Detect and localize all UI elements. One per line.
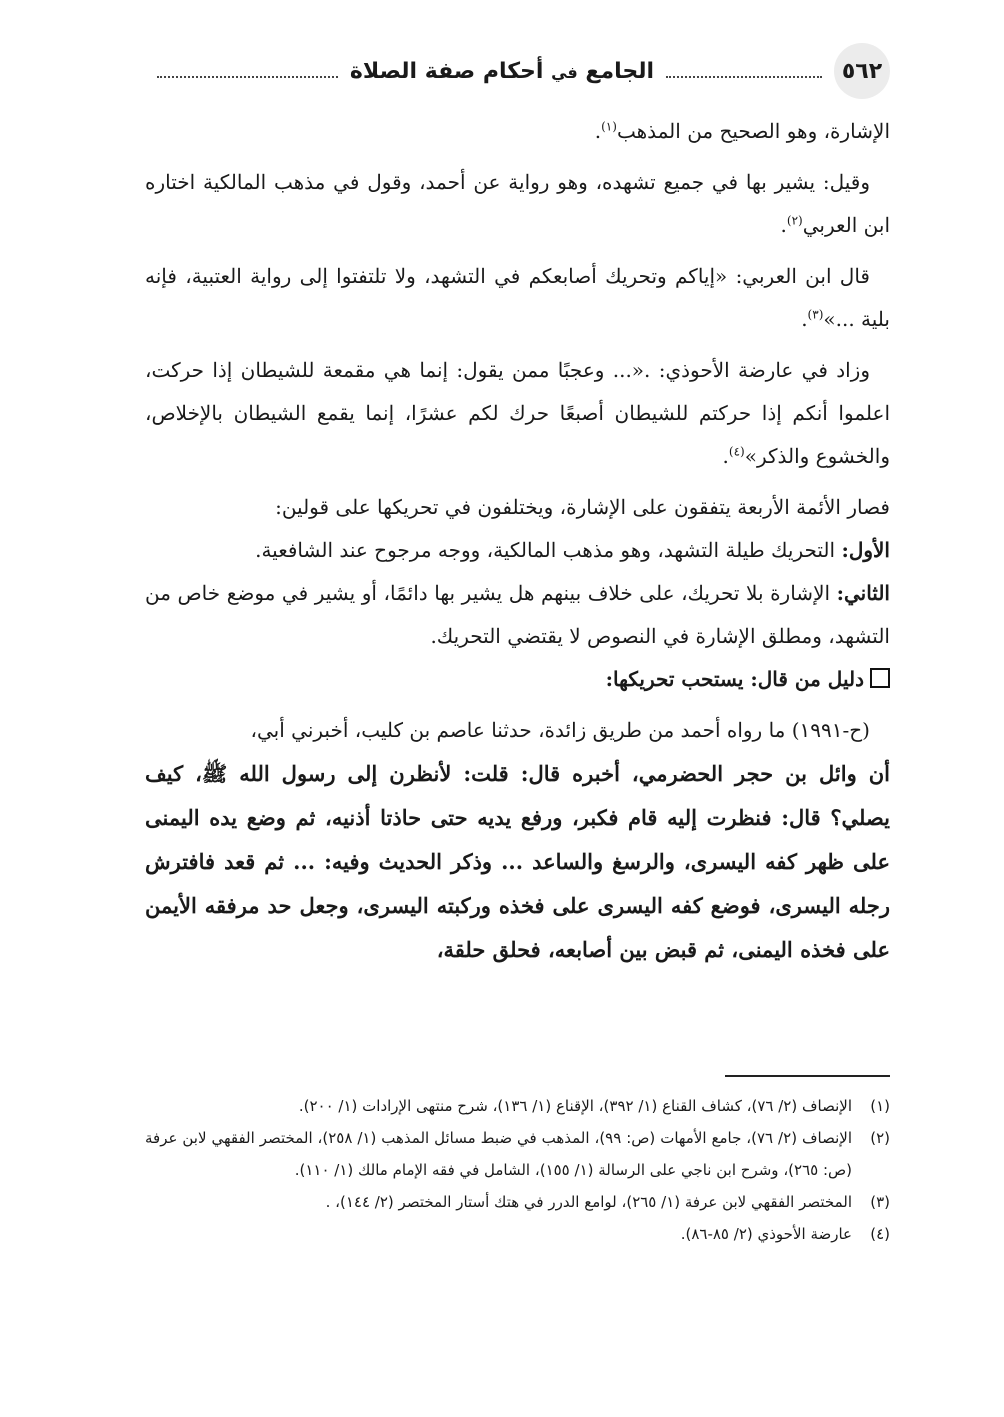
footnote: (٢) الإنصاف (٢/ ٧٦)، جامع الأمهات (ص: ٩٩)، المذهب في ضبط مسائل المذهب (١/ ٢٥٨)، المختصر الفقهي لابن عرفة (ص: ٢٦٥)، وشرح ابن ناجي على الرسالة (١/ ١٥٥)، الشامل في فقه الإمام مالك (١/ ١١٠). [145, 1129, 890, 1179]
checkbox-square-icon [870, 668, 890, 688]
book-title: الجامع في أحكام صفة الصلاة [349, 58, 654, 84]
running-header [145, 40, 890, 102]
main-text [145, 110, 890, 972]
paragraph: الإشارة، وهو الصحيح من المذهب$^{(١)}$. [594, 119, 890, 143]
footnote: (٣) المختصر الفقهي لابن عرفة (١/ ٢٦٥)، لوامع الدرر في هتك أستار المختصر (٢/ ١٤٤)، . [325, 1193, 890, 1211]
paragraph: الأول: التحريك طيلة التشهد، وهو مذهب المالكية، ووجه مرجوح عند الشافعية. [255, 538, 890, 562]
footnote: (٤) عارضة الأحوذي (٢/ ٨٥-٨٦). [680, 1225, 890, 1243]
header-dots-left [157, 76, 338, 78]
footnote: (١) الإنصاف (٢/ ٧٦)، كشاف القناع (١/ ٣٩٢)، الإقناع (١/ ١٣٦)، شرح منتهى الإرادات (١/ ٢٠٠). [298, 1097, 890, 1115]
section-heading: دليل من قال: يستحب تحريكها: [145, 658, 890, 701]
paragraph: فصار الأئمة الأربعة يتفقون على الإشارة، ويختلفون في تحريكها على قولين: [275, 495, 890, 519]
hadith-intro: (ح-١٩٩١) ما رواه أحمد من طريق زائدة، حدثنا عاصم بن كليب، أخبرني أبي، [250, 718, 870, 742]
paragraph: قال ابن العربي: «إياكم وتحريك أصابعكم في التشهد، ولا تلتفتوا إلى رواية العتبية، فإنه بلية ...»$^{(٣)}$. [145, 264, 890, 331]
footnote-ref: (٤) [728, 444, 745, 459]
page-number: ٥٦٢ [834, 43, 890, 99]
footnote-ref: (٣) [807, 307, 824, 322]
hadith-text: أن وائل بن حجر الحضرمي، أخبره قال: قلت: لأنظرن إلى رسول الله ﷺ، كيف يصلي؟ قال: فنظرت إليه قام فكبر، ورفع يديه حتى حاذتا أذنيه، ثم وضع يده اليمنى على ظهر كفه اليسرى، والرسغ والساعد ... وذكر الحديث وفيه: ... ثم قعد فافترش رجله اليسرى، فوضع كفه اليسرى على فخذه وركبته اليسرى، وجعل حد مرفقه الأيمن على فخذه اليمنى، ثم قبض بين أصابعه، فحلق حلقة، [145, 761, 890, 962]
footnote-ref: (١) [601, 119, 617, 134]
header-dots-right [666, 76, 822, 78]
paragraph: الثاني: الإشارة بلا تحريك، على خلاف بينهم هل يشير بها دائمًا، أو يشير في موضع خاص من التشهد، ومطلق الإشارة في النصوص لا يقتضي التحريك. [145, 581, 890, 648]
footnote-ref: (٢) [786, 213, 803, 228]
paragraph: وزاد في عارضة الأحوذي: .«... وعجبًا ممن يقول: إنما هي مقمعة للشيطان إذا حركت، اعلموا أنكم إذا حركتم للشيطان أصبعًا حرك لكم عشرًا، إنما يقمع الشيطان بالإخلاص، والخشوع والذكر»$^{(٤)}$. [145, 358, 890, 468]
paragraph: وقيل: يشير بها في جميع تشهده، وهو رواية عن أحمد، وقول في مذهب المالكية اختاره ابن العربي$^{(٢)}$. [145, 170, 890, 237]
footnote-separator [725, 1075, 890, 1077]
footnotes [145, 1090, 890, 1250]
